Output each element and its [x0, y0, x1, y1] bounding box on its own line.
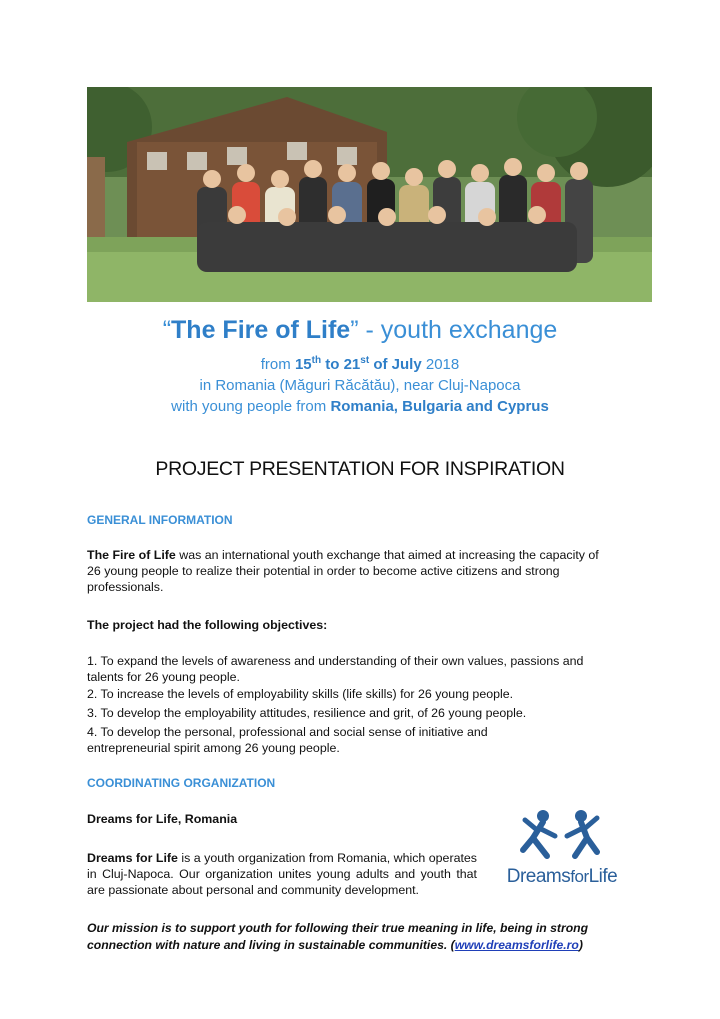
objectives-title: The project had the following objectives:	[87, 618, 328, 632]
date-line: from 15th to 21st of July 2018	[260, 355, 460, 373]
dreams-for-life-logo	[497, 808, 627, 894]
section-title-general: GENERAL INFORMATION	[87, 513, 233, 527]
logo-figures-icon	[497, 808, 627, 868]
location-line: in Romania (Măguri Răcătău), near Cluj-Napoca	[199, 377, 521, 394]
page-title: “The Fire of Life” - youth exchange	[162, 316, 558, 344]
group-photo	[87, 87, 652, 302]
main-heading: PROJECT PRESENTATION FOR INSPIRATION	[155, 458, 565, 480]
mission-statement: Our mission is to support youth for following their true meaning in life, being in strong connection with nature and living in sustainable communities. (www.dreamsforlife.ro)	[87, 921, 589, 952]
objective-item-1: 1. To expand the levels of awareness and understanding of their own values, passions and talents for 26 young people.	[87, 654, 584, 684]
website-link[interactable]: www.dreamsforlife.ro	[454, 937, 579, 952]
objective-item-2: 2. To increase the levels of employability skills (life skills) for 26 young people.	[87, 687, 514, 701]
intro-paragraph: The Fire of Life was an international youth exchange that aimed at increasing the capacity of 26 young people to realize their potential in order to become active citizens and strong professionals.	[87, 548, 599, 594]
participants-line: with young people from Romania, Bulgaria and Cyprus	[171, 398, 549, 415]
objective-item-4: 4. To develop the personal, professional and social sense of initiative and entrepreneurial spirit among 26 young people.	[87, 725, 488, 755]
objective-item-3: 3. To develop the employability attitudes, resilience and grit, of 26 young people.	[87, 706, 527, 720]
org-title: Dreams for Life, Romania	[87, 812, 238, 826]
org-description: Dreams for Life is a youth organization from Romania, which operates in Cluj-Napoca. Our organization unites young adults and youth that are passionate about personal and community development.	[87, 851, 477, 897]
project-name: The Fire of Life	[171, 316, 351, 344]
section-title-coordinating: COORDINATING ORGANIZATION	[87, 776, 276, 790]
logo-wordmark: DreamsforLife	[506, 866, 618, 887]
